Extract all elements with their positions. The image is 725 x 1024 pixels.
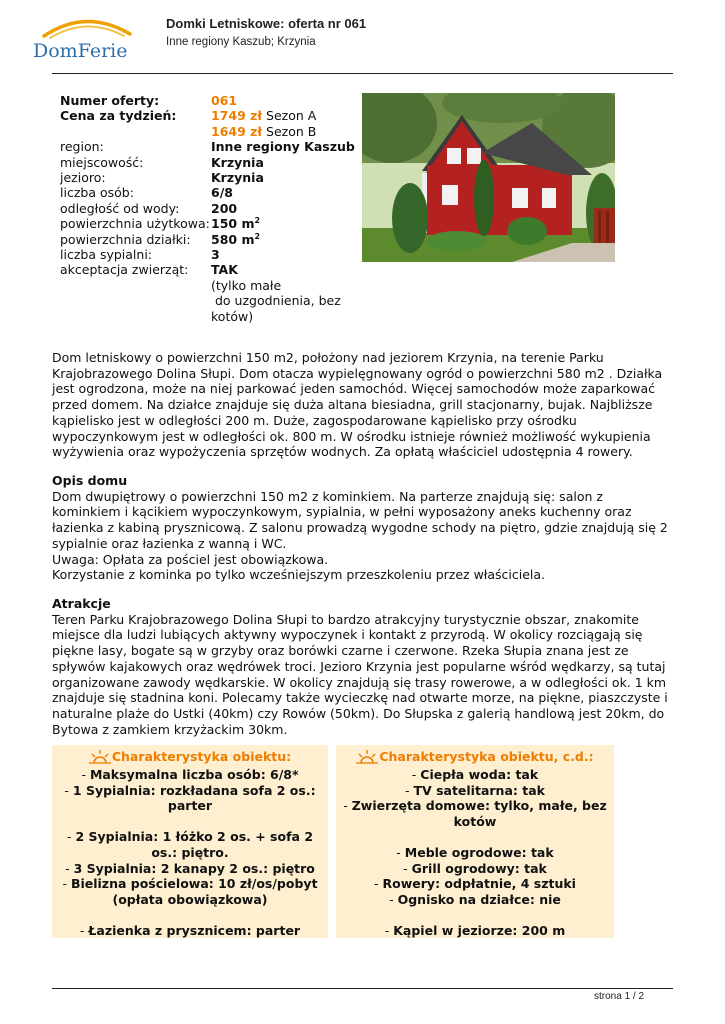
features-box-right [336,745,614,938]
pets-note-2: do uzgodnienia, bez [211,293,341,309]
description-intro: Dom letniskowy o powierzchni 150 m2, położony nad jeziorem Krzynia, na terenie Parku Krajobrazowego Dolina Słupi. Dom otacza wypielęgnowany ogród o powierzchni 580 m2 . Działka jest ogrodzona, może na niej parkować jeden samochód. Więcej samochodów może zaparkować przed domem. Na działce znajduje się duża altana biesiadna, grill stacjonarny, bujak. Najbliższe kąpielisko jest w odległości 200 m. Duże, zagospodarowane kąpielisko przy ośrodku wypoczynkowym jest w odległości ok. 800 m. W ośrodku istnieje również możliwość wykupienia wyżywienia oraz wypożyczenia sprzętów wodnych. Za opłatą właściciel udostępnia 4 rowery. [52,350,663,460]
info-row-pets [60,262,361,277]
house-note-bedding: Uwaga: Opłata za pościel jest obowiązkowa. [52,551,329,567]
features-box-left [52,745,328,938]
feature-left-item: - 1 Sypialnia: rozkładana sofa 2 os.: parter [64,782,316,814]
price-row [60,108,361,123]
sun-icon [356,749,378,765]
town-label: miejscowość: [60,154,144,170]
offer-number-value: 061 [211,93,238,108]
feature-left-item: - Bielizna pościelowa: 10 zł/os/pobyt (opłata obowiązkowa) [62,876,318,907]
price-a-amount: 1749 zł [211,108,263,124]
feature-left-item: - Łazienka z prysznicem: parter [79,922,301,938]
feature-left-item: - 3 Sypialnia: 2 kanapy 2 os.: piętro [65,860,315,876]
bedrooms-value: 3 [211,247,220,263]
info-row-town [60,155,361,170]
persons-value: 6/8 [211,185,233,201]
feature-left-item: - Maksymalna liczba osób: 6/8* [81,767,299,782]
info-row-lake [60,170,361,185]
feature-right-item: - Kąpiel w jeziorze: 200 m [384,922,566,938]
features-right-heading [336,746,614,767]
features-left-heading [52,746,328,767]
info-row-persons [60,185,361,200]
house-description-section [52,473,674,583]
usable-area-value: 150 $m^2$ [211,216,261,232]
features-left-title: Charakterystyka obiektu: [111,748,292,764]
info-row-plot-area [60,232,361,247]
price-b-season: Sezon B [266,123,317,139]
footer-divider [52,988,673,989]
offer-number-label: Numer oferty: [60,93,160,108]
document-title: Domki Letniskowe: oferta nr 061 [166,16,367,31]
info-row-usable-area [60,216,361,231]
price-season-b [211,124,361,139]
lake-label: jezioro: [60,170,106,186]
sun-icon [89,749,111,765]
attractions-heading: Atrakcje [52,596,111,611]
feature-right-item: - Meble ogrodowe: tak [396,844,554,860]
pets-label: akceptacja zwierząt: [60,262,189,278]
house-photo [362,93,615,262]
bedrooms-label: liczba sypialni: [60,247,153,263]
region-value: Inne regiony Kaszub [211,139,355,155]
domferie-logo [30,14,148,66]
region-label: region: [60,139,104,155]
plot-area-label: powierzchnia działki: [60,231,191,247]
header-divider [52,73,673,74]
info-row-bedrooms [60,247,361,262]
price-a-season: Sezon A [266,108,317,124]
house-description-text: Dom dwupiętrowy o powierzchni 150 m2 z kominkiem. Na parterze znajdują się: salon z kominkiem i kącikiem wypoczynkowym, sypialnia, w pełni wyposażony aneks kuchenny oraz łazienka z kabiną prysznicową. Z salonu prowadzą wygodne schody na piętro, gdzie znajdują się 2 sypialnie oraz łazienka z wanną i WC. [52,488,668,551]
distance-label: odległość od wody: [60,200,180,216]
svg-text:DomFerie: DomFerie [33,40,128,62]
price-season-a [211,108,361,123]
attractions-text: Teren Parku Krajobrazowego Dolina Słupi to bardzo atrakcyjny turystycznie obszar, znakomite miejsce dla ludzi lubiących aktywny wypoczynek i kontakt z przyrodą. W okolicy rozciągają się piękne lasy, bogate są w grzyby oraz borówki czarne i czerwone. Rzeka Słupia znana jest ze spływów kajakowych oraz wędrówek troci. Jezioro Krzynia jest popularne wśród wędkarzy, są tutaj organizowane zawody wędkarskie. W okolicy znajdują się trasy rowerowe, a w odległości ok. 1 km znajduje się stadnina koni. Polecamy także wycieczkę nad otwarte morze, na piękne, piaszczyste i naturalne plaże do Ustki (40km) czy Rowów (50km). Do Słupska z galerią handlową jest 20km, do Bytowa z zamkiem krzyżackim 30km. [52,611,668,737]
plot-area-value: 580 $m^2$ [211,231,261,247]
offer-number-row [60,93,361,108]
pets-value: TAK [211,262,238,278]
info-row-region [60,139,361,154]
persons-label: liczba osób: [60,185,134,201]
house-description-heading: Opis domu [52,473,128,488]
price-label: Cena za tydzień: [60,108,177,124]
town-value: Krzynia [211,154,264,170]
lake-value: Krzynia [211,170,264,186]
price-b-amount: 1649 zł [211,123,263,139]
usable-area-label: powierzchnia użytkowa: [60,216,210,232]
feature-right-item: - Ognisko na działce: nie [389,891,561,907]
feature-right-item: - Grill ogrodowy: tak [403,860,547,876]
pets-note-1: (tylko małe [211,277,282,293]
pets-note-3: kotów) [211,308,254,324]
price-row-b [60,124,361,139]
attractions-section [52,596,674,737]
page-number: strona 1 / 2 [594,991,645,1002]
distance-value: 200 [211,200,238,216]
document-subtitle: Inne regiony Kaszub; Krzynia [166,36,316,48]
feature-left-item: - 2 Sypialnia: 1 łóżko 2 os. + sofa 2 os.: piętro. [66,829,314,860]
feature-right-item: - Zwierzęta domowe: tylko, małe, bez kotów [343,798,607,829]
house-note-fireplace: Korzystanie z kominka po tylko wcześniejszym przeszkoleniu przez właściciela. [52,567,546,583]
feature-right-item: - TV satelitarna: tak [405,782,545,798]
feature-right-item: - Ciepła woda: tak [411,767,539,782]
offer-info-table [60,93,361,324]
feature-right-item: - Rowery: odpłatnie, 4 sztuki [374,876,576,892]
info-row-distance [60,201,361,216]
features-right-title: Charakterystyka obiektu, c.d.: [379,748,594,764]
